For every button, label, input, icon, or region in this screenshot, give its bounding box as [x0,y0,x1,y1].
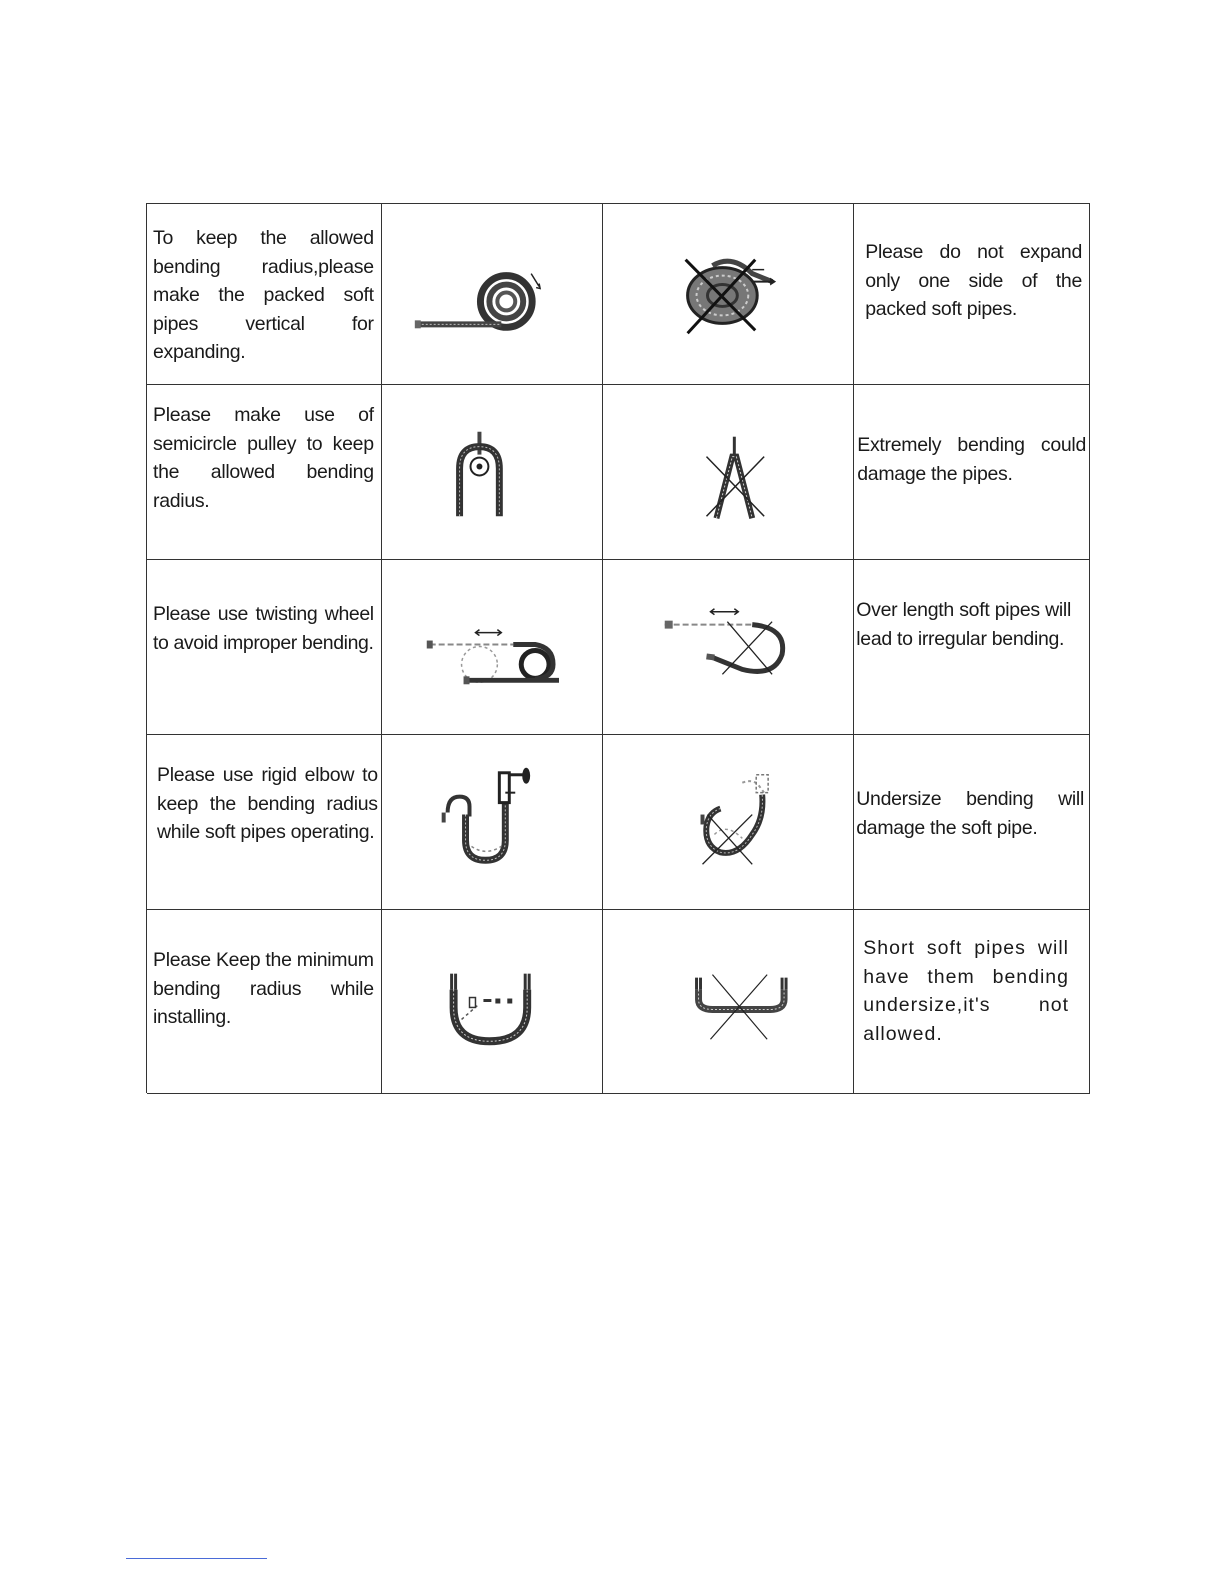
footnote-separator [126,1558,267,1559]
table-cell [147,735,382,910]
bending-guidelines-table [146,203,1090,1093]
table-cell [854,204,1090,385]
warning-text: Undersize bending will damage the soft pipe. [856,788,1084,839]
table-cell [854,560,1090,735]
table-row [147,910,1090,1094]
instruction-text: Please Keep the minimum bending radius while installing. [153,949,374,1028]
table-cell [382,735,603,910]
instruction-text: Please use twisting wheel to avoid improper bending. [153,603,374,654]
twisting-wheel-icon [382,560,602,734]
table-cell [854,910,1090,1094]
instruction-text: Please make use of semicircle pulley to keep the allowed bending radius. [153,404,374,512]
warning-text: Please do not expand only one side of the packed soft pipes. [865,241,1082,320]
warning-text: Extremely bending could damage the pipes. [857,434,1086,485]
table-cell [147,910,382,1094]
table-cell [147,560,382,735]
warning-text: Over length soft pipes will lead to irregular bending. [856,599,1071,650]
table-cell [854,735,1090,910]
u-bend-pipe-icon [382,910,602,1093]
table-cell [603,385,855,560]
table-cell [382,910,603,1094]
instruction-text: To keep the allowed bending radius,please make the packed soft pipes vertical for expanding. [153,227,374,363]
coiled-pipe-vertical-icon [382,204,602,384]
table-cell [603,735,855,910]
short-pipe-crossed-icon [603,910,854,1093]
table-row [147,735,1090,910]
undersize-bend-crossed-icon [603,735,854,909]
table-cell [854,385,1090,560]
table-cell [147,385,382,560]
table-cell [382,385,603,560]
table-cell [603,204,855,385]
semicircle-pulley-icon [382,385,602,559]
overlength-pipe-crossed-icon [603,560,854,734]
table-row [147,560,1090,735]
instruction-text: Please use rigid elbow to keep the bending radius while soft pipes operating. [157,764,378,843]
table-cell [382,560,603,735]
warning-text: Short soft pipes will have them bending undersize,it's not allowed. [863,937,1069,1045]
sharp-bend-crossed-icon [603,385,854,559]
table-row [147,385,1090,560]
table-cell [603,560,855,735]
coiled-pipe-crossed-icon [603,204,854,384]
table-cell [147,204,382,385]
table-row [147,204,1090,385]
table-cell [382,204,603,385]
rigid-elbow-icon [382,735,602,909]
table-cell [603,910,855,1094]
